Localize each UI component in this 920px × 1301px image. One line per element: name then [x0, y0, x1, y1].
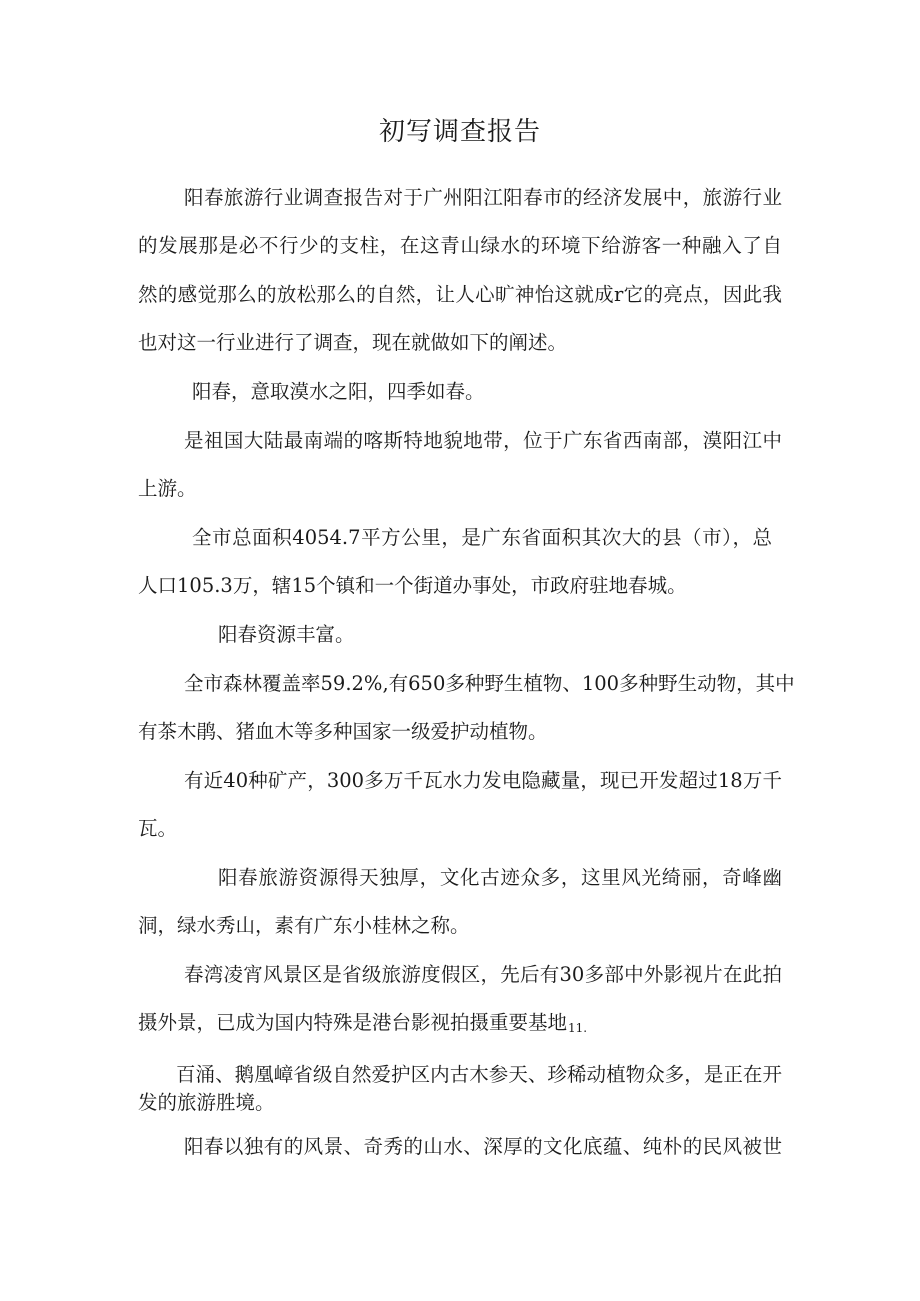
- paragraph-1-line-1: 阳春旅游行业调查报告对于广州阳江阳春市的经济发展中，旅游行业: [184, 186, 782, 209]
- paragraph-7-line-2: 瓦。: [138, 817, 178, 840]
- paragraph-8-line-2: 洞，绿水秀山，素有广东小桂林之称。: [138, 914, 470, 937]
- paragraph-11-line-1: 阳春以独有的风景、奇秀的山水、深厚的文化底蕴、纯朴的民风被世: [184, 1135, 782, 1158]
- footnote-reference: 11.: [568, 1021, 588, 1035]
- paragraph-5-line-1: 阳春资源丰富。: [218, 623, 355, 646]
- paragraph-10-line-1: 百涌、鹅凰嶂省级自然爱护区内古木参天、珍稀动植物众多，是正在开: [176, 1063, 782, 1086]
- paragraph-9-line-2: [138, 1009, 587, 1042]
- paragraph-9-line-1: 春湾凌宵风景区是省级旅游度假区，先后有30多部中外影视片在此拍: [184, 963, 782, 986]
- paragraph-1-line-3: 然的感觉那么的放松那么的自然，让人心旷神怡这就成r它的亮点，因此我: [138, 283, 782, 306]
- paragraph-3-line-1: 是祖国大陆最南端的喀斯特地貌地带，位于广东省西南部，漠阳江中: [184, 429, 782, 452]
- paragraph-8-line-1: 阳春旅游资源得天独厚，文化古迹众多，这里风光绮丽，奇峰幽: [218, 866, 782, 889]
- paragraph-4-line-1: 全市总面积4054.7平方公里，是广东省面积其次大的县（市），总: [192, 526, 772, 549]
- paragraph-9-line-2-text: 摄外景，已成为国内特殊是港台影视拍摄重要基地: [138, 1011, 568, 1034]
- paragraph-6-line-1: 全市森林覆盖率59.2%,有650多种野生植物、100多种野生动物，其中: [184, 672, 795, 695]
- paragraph-7-line-1: 有近40种矿产，300多万千瓦水力发电隐藏量，现已开发超过18万千: [184, 769, 782, 792]
- paragraph-1-line-2: 的发展那是必不行少的支柱，在这青山绿水的环境下给游客一种融入了自: [138, 234, 782, 257]
- paragraph-10-line-2: 发的旅游胜境。: [138, 1091, 275, 1114]
- paragraph-2-line-1: 阳春，意取漠水之阳，四季如春。: [192, 380, 485, 403]
- paragraph-1-line-4: 也对这一行业进行了调查，现在就做如下的阐述。: [138, 331, 568, 354]
- document-title: 初写调查报告: [378, 117, 541, 147]
- paragraph-6-line-2: 有茶木鹃、猪血木等多种国家一级爱护动植物。: [138, 720, 548, 743]
- paragraph-4-line-2: 人口105.3万，辖15个镇和一个街道办事处，市政府驻地春城。: [138, 574, 687, 597]
- paragraph-3-line-2: 上游。: [138, 477, 197, 500]
